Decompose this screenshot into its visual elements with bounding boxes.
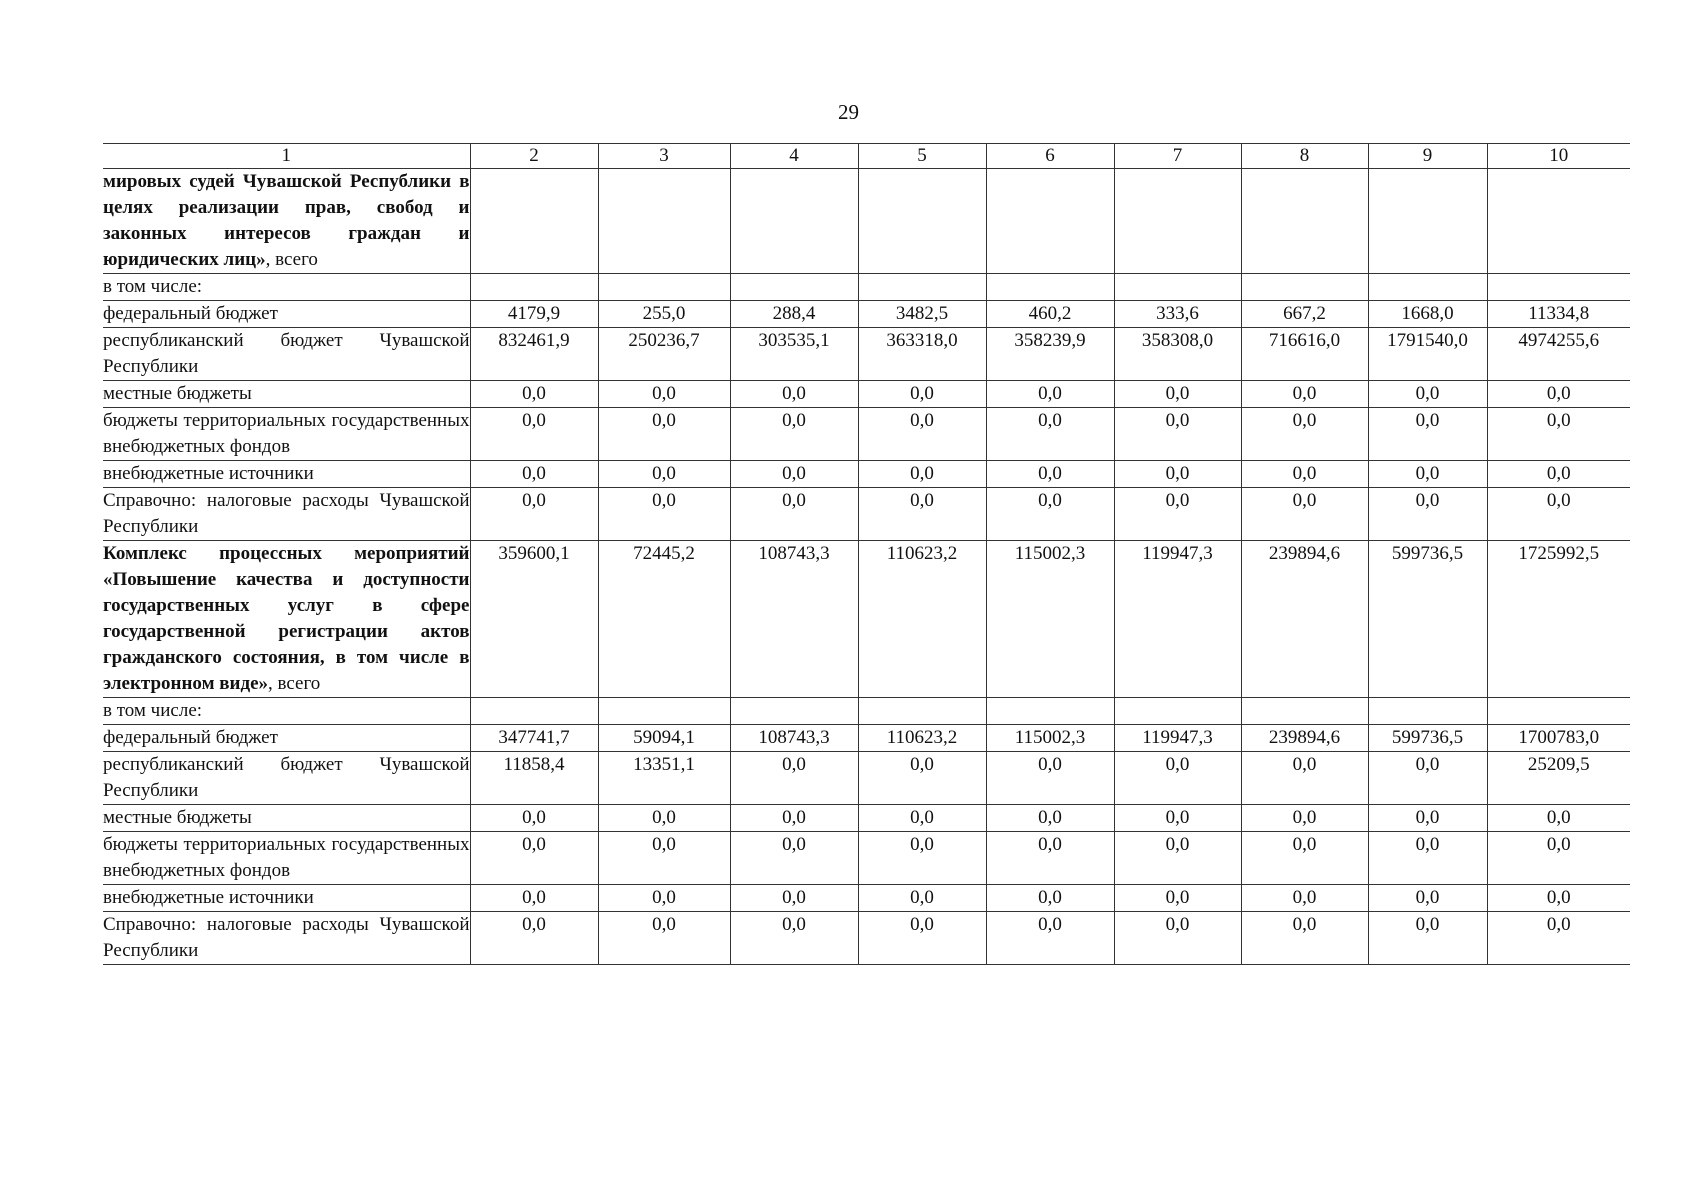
row-label-text: внебюджетные источники [103,887,314,908]
table-cell: 0,0 [1114,805,1241,832]
table-cell: 255,0 [598,301,730,328]
table-row [103,725,1630,752]
table-cell: 0,0 [986,912,1114,965]
page-number: 29 [838,100,859,124]
row-label [103,328,470,381]
table-cell: 333,6 [1114,301,1241,328]
table-cell: 0,0 [1368,885,1487,912]
row-label [103,274,470,301]
table-cell: 11858,4 [470,752,598,805]
table-cell: 0,0 [1368,381,1487,408]
table-row [103,832,1630,885]
row-label [103,912,470,965]
table-cell [730,698,858,725]
table-cell: 110623,2 [858,725,986,752]
table-cell: 0,0 [470,461,598,488]
table-cell [1368,698,1487,725]
table-cell: 0,0 [1114,381,1241,408]
table-cell [986,169,1114,274]
row-label-text: бюджеты территориальных государственных внебюджетных фондов [103,834,470,881]
table-cell: 0,0 [986,488,1114,541]
table-cell: 1791540,0 [1368,328,1487,381]
table-cell: 0,0 [858,805,986,832]
table-cell [598,274,730,301]
table-cell: 0,0 [858,885,986,912]
table-cell [598,169,730,274]
table-cell: 0,0 [1487,885,1630,912]
table-cell: 72445,2 [598,541,730,698]
column-number-row [103,144,1630,169]
table-cell [1487,698,1630,725]
row-label-text: , всего [265,249,318,270]
table-cell: 0,0 [1241,805,1368,832]
table-cell: 0,0 [1368,832,1487,885]
table-cell: 0,0 [1241,752,1368,805]
row-label-text: в том числе: [103,700,203,721]
table-cell: 0,0 [1241,408,1368,461]
table-cell: 119947,3 [1114,725,1241,752]
table-cell: 0,0 [1114,488,1241,541]
table-cell: 0,0 [858,381,986,408]
table-cell: 0,0 [1241,381,1368,408]
table-cell [986,698,1114,725]
table-cell: 0,0 [1241,832,1368,885]
table-cell: 0,0 [1114,408,1241,461]
row-label [103,169,470,274]
table-row [103,328,1630,381]
table-cell [858,698,986,725]
table-cell: 0,0 [986,461,1114,488]
table-cell [730,274,858,301]
row-label [103,698,470,725]
table-cell: 0,0 [1368,461,1487,488]
table-row [103,381,1630,408]
table-cell: 0,0 [1487,805,1630,832]
table-cell: 0,0 [1368,752,1487,805]
table-cell: 0,0 [986,832,1114,885]
table-cell: 250236,7 [598,328,730,381]
row-label [103,752,470,805]
row-label-text: , всего [268,673,321,694]
table-row [103,541,1630,698]
column-header: 1 [103,144,470,169]
table-cell: 1725992,5 [1487,541,1630,698]
table-row [103,274,1630,301]
table-cell: 11334,8 [1487,301,1630,328]
column-header: 6 [986,144,1114,169]
row-label [103,832,470,885]
table-cell [1487,274,1630,301]
table-cell [470,274,598,301]
table-cell: 0,0 [1487,832,1630,885]
table-row [103,885,1630,912]
row-label-text: местные бюджеты [103,383,252,404]
table-cell: 0,0 [730,885,858,912]
table-cell: 0,0 [598,805,730,832]
column-header: 7 [1114,144,1241,169]
table-row [103,912,1630,965]
row-label [103,461,470,488]
table-cell: 119947,3 [1114,541,1241,698]
table-cell [1114,169,1241,274]
table-cell: 0,0 [470,408,598,461]
table-cell: 0,0 [858,488,986,541]
row-label [103,381,470,408]
table-cell [858,274,986,301]
table-cell: 115002,3 [986,725,1114,752]
table-cell: 3482,5 [858,301,986,328]
table-cell: 0,0 [598,885,730,912]
table-cell [1241,274,1368,301]
table-cell [1487,169,1630,274]
table-cell: 0,0 [1241,885,1368,912]
table-cell: 0,0 [598,832,730,885]
row-label-text: федеральный бюджет [103,303,278,324]
table-row [103,301,1630,328]
row-label [103,301,470,328]
table-cell: 0,0 [730,408,858,461]
table-cell [1368,274,1487,301]
row-label [103,488,470,541]
table-cell: 239894,6 [1241,541,1368,698]
table-cell: 303535,1 [730,328,858,381]
row-label [103,725,470,752]
table-cell: 0,0 [730,752,858,805]
table-row [103,408,1630,461]
table-cell: 0,0 [858,461,986,488]
table-cell [598,698,730,725]
table-cell: 0,0 [986,885,1114,912]
table-cell: 0,0 [598,488,730,541]
table-cell: 288,4 [730,301,858,328]
table-cell: 0,0 [470,488,598,541]
table-cell [470,169,598,274]
table-cell: 0,0 [1487,461,1630,488]
table-cell: 0,0 [1241,488,1368,541]
table-row [103,805,1630,832]
table-cell [1241,169,1368,274]
table-cell: 0,0 [470,381,598,408]
row-label-text: Справочно: налоговые расходы Чувашской Республики [103,490,470,537]
column-header: 4 [730,144,858,169]
table-cell [986,274,1114,301]
row-heading: мировых судей Чувашской Республики в целях реализации прав, свобод и законных интересов граждан и юридических лиц» [103,171,470,270]
row-label-text: бюджеты территориальных государственных внебюджетных фондов [103,410,470,457]
column-header: 3 [598,144,730,169]
table-cell [858,169,986,274]
table-cell: 0,0 [1368,488,1487,541]
table-cell: 460,2 [986,301,1114,328]
table-cell: 0,0 [858,832,986,885]
table-cell: 0,0 [470,885,598,912]
table-cell [1114,698,1241,725]
table-cell: 108743,3 [730,541,858,698]
table-cell: 0,0 [1368,912,1487,965]
table-row [103,461,1630,488]
table-cell: 0,0 [986,752,1114,805]
table-cell: 25209,5 [1487,752,1630,805]
table-cell: 1668,0 [1368,301,1487,328]
table-cell: 0,0 [1487,381,1630,408]
row-label-text: Справочно: налоговые расходы Чувашской Республики [103,914,470,961]
table-row [103,169,1630,274]
table-cell: 0,0 [1114,912,1241,965]
table-row [103,752,1630,805]
row-heading: Комплекс процессных мероприятий «Повышение качества и доступности государственных услуг в сфере государственной регистрации актов гражданского состояния, в том числе в электронном виде» [103,543,470,694]
table-cell: 115002,3 [986,541,1114,698]
table-cell: 0,0 [1114,461,1241,488]
table-cell: 0,0 [598,381,730,408]
table-cell: 0,0 [730,488,858,541]
table-cell [1368,169,1487,274]
table-cell: 0,0 [1487,912,1630,965]
column-header: 5 [858,144,986,169]
table-body [103,169,1630,965]
table-cell: 667,2 [1241,301,1368,328]
table-cell: 363318,0 [858,328,986,381]
table-cell: 0,0 [858,408,986,461]
table-cell: 239894,6 [1241,725,1368,752]
table-cell: 0,0 [598,912,730,965]
row-label [103,541,470,698]
row-label [103,885,470,912]
table-cell: 0,0 [986,805,1114,832]
table-cell: 0,0 [858,752,986,805]
table-cell: 1700783,0 [1487,725,1630,752]
column-header: 9 [1368,144,1487,169]
table-cell: 832461,9 [470,328,598,381]
table-cell: 0,0 [1368,408,1487,461]
table-cell: 59094,1 [598,725,730,752]
table-cell: 0,0 [1241,461,1368,488]
column-header: 2 [470,144,598,169]
budget-table [103,143,1630,965]
table-cell: 0,0 [730,461,858,488]
row-label-text: республиканский бюджет Чувашской Республики [103,330,470,377]
table-cell: 0,0 [1241,912,1368,965]
table-cell: 0,0 [598,461,730,488]
table-cell: 0,0 [1114,885,1241,912]
table-cell: 110623,2 [858,541,986,698]
row-label-text: федеральный бюджет [103,727,278,748]
row-label-text: внебюджетные источники [103,463,314,484]
table-cell: 13351,1 [598,752,730,805]
table-cell: 0,0 [858,912,986,965]
table-cell: 0,0 [470,912,598,965]
table-cell: 0,0 [730,381,858,408]
row-label-text: в том числе: [103,276,203,297]
table-cell: 0,0 [986,381,1114,408]
table-cell: 0,0 [986,408,1114,461]
table-cell: 0,0 [470,805,598,832]
table-cell: 4974255,6 [1487,328,1630,381]
table-cell: 0,0 [730,832,858,885]
table-cell: 0,0 [730,912,858,965]
table-cell: 359600,1 [470,541,598,698]
table-cell [1114,274,1241,301]
table-cell: 599736,5 [1368,725,1487,752]
table-cell: 0,0 [1487,488,1630,541]
table-cell: 0,0 [598,408,730,461]
table-cell: 716616,0 [1241,328,1368,381]
row-label-text: местные бюджеты [103,807,252,828]
table-cell: 347741,7 [470,725,598,752]
table-cell: 599736,5 [1368,541,1487,698]
row-label-text: республиканский бюджет Чувашской Республики [103,754,470,801]
table-cell: 358239,9 [986,328,1114,381]
row-label [103,805,470,832]
column-header: 8 [1241,144,1368,169]
table-cell: 0,0 [1487,408,1630,461]
table-cell: 0,0 [1114,832,1241,885]
column-header: 10 [1487,144,1630,169]
table-cell: 0,0 [1114,752,1241,805]
table-cell [470,698,598,725]
table-cell: 108743,3 [730,725,858,752]
table-cell: 358308,0 [1114,328,1241,381]
table-row [103,488,1630,541]
table-cell: 4179,9 [470,301,598,328]
row-label [103,408,470,461]
table-cell [730,169,858,274]
table-row [103,698,1630,725]
table-cell [1241,698,1368,725]
table-cell: 0,0 [730,805,858,832]
table-cell: 0,0 [1368,805,1487,832]
table-cell: 0,0 [470,832,598,885]
